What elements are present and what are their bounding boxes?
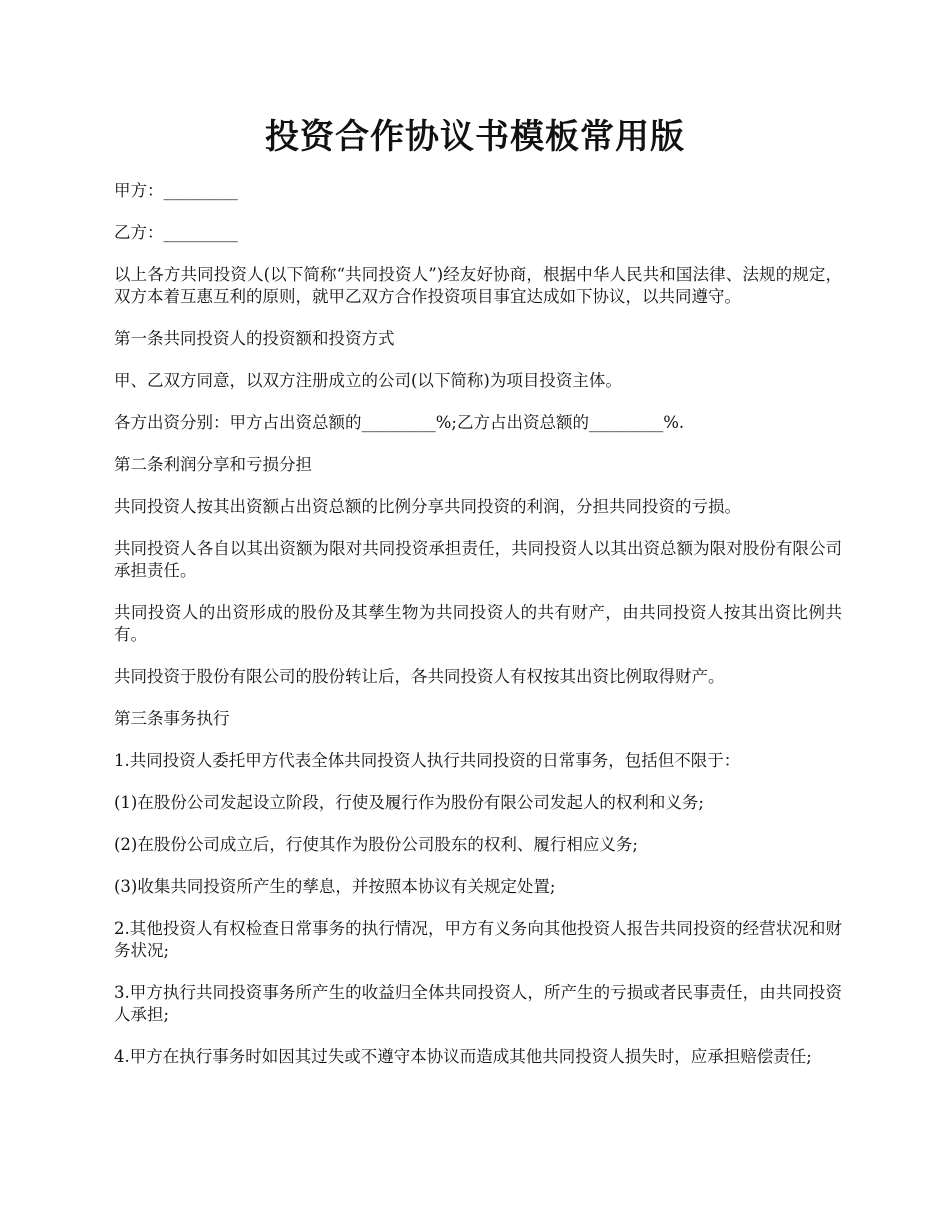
article-3-clause: 4.甲方在执行事务时如因其过失或不遵守本协议而造成其他共同投资人损失时，应承担赔偿责任;: [114, 1047, 812, 1066]
article-2-paragraph: 共同投资人按其出资额占出资总额的比例分享共同投资的利润，分担共同投资的亏损。: [114, 497, 741, 516]
article-2-heading: 第二条利润分享和亏损分担: [114, 455, 312, 474]
article-2-paragraph: 共同投资于股份有限公司的股份转让后，各共同投资人有权按其出资比例取得财产。: [114, 667, 725, 686]
article-1-heading: 第一条共同投资人的投资额和投资方式: [114, 329, 395, 348]
article-3-clause: 3.甲方执行共同投资事务所产生的收益归全体共同投资人，所产生的亏损或者民事责任，由共同投资人承担;: [114, 983, 842, 1024]
article-3-heading: 第三条事务执行: [114, 709, 230, 728]
document-body: [114, 180, 842, 1088]
document-title: 投资合作协议书模板常用版: [265, 117, 685, 157]
article-3-subclause: (2)在股份公司成立后，行使其作为股份公司股东的权利、履行相应义务;: [114, 835, 638, 854]
article-1-paragraph: 各方出资分别：甲方占出资总额的_________%;乙方占出资总额的_________%.: [114, 413, 685, 432]
preamble-paragraph: 以上各方共同投资人(以下简称“共同投资人”)经友好协商，根据中华人民共和国法律、法规的规定，双方本着互惠互利的原则，就甲乙双方合作投资项目事宜达成如下协议，以共同遵守。: [114, 265, 842, 306]
party-b-line: 乙方：_________: [114, 223, 238, 242]
article-2-paragraph: 共同投资人的出资形成的股份及其孳生物为共同投资人的共有财产，由共同投资人按其出资比例共有。: [114, 603, 842, 644]
article-3-subclause: (1)在股份公司发起设立阶段，行使及履行作为股份有限公司发起人的权利和义务;: [114, 793, 704, 812]
article-3-subclause: (3)收集共同投资所产生的孳息，并按照本协议有关规定处置;: [114, 877, 556, 896]
article-1-paragraph: 甲、乙双方同意，以双方注册成立的公司(以下简称)为项目投资主体。: [114, 371, 622, 390]
article-3-clause: 2.其他投资人有权检查日常事务的执行情况，甲方有义务向其他投资人报告共同投资的经营状况和财务状况;: [114, 919, 842, 960]
article-3-clause: 1.共同投资人委托甲方代表全体共同投资人执行共同投资的日常事务，包括但不限于：: [114, 751, 741, 770]
article-2-paragraph: 共同投资人各自以其出资额为限对共同投资承担责任，共同投资人以其出资总额为限对股份有限公司承担责任。: [114, 539, 842, 580]
party-a-line: 甲方：_________: [114, 181, 238, 200]
